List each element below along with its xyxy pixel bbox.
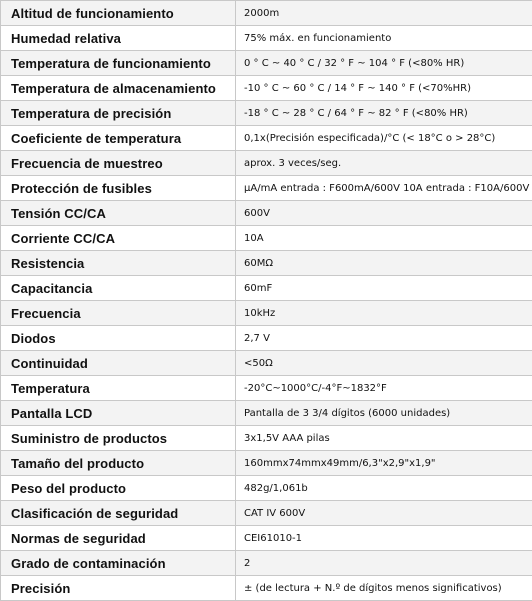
spec-row [1, 576, 532, 601]
spec-row [1, 101, 532, 126]
spec-label: Temperatura de precisión [1, 101, 236, 126]
spec-row [1, 26, 532, 51]
spec-label: Temperatura de almacenamiento [1, 76, 236, 101]
spec-label: Pantalla LCD [1, 401, 236, 426]
spec-label: Clasificación de seguridad [1, 501, 236, 526]
spec-value: 2000m [236, 1, 532, 26]
spec-value: 600V [236, 201, 532, 226]
spec-label: Diodos [1, 326, 236, 351]
spec-label: Coeficiente de temperatura [1, 126, 236, 151]
spec-value: 60mF [236, 276, 532, 301]
spec-value: 10A [236, 226, 532, 251]
spec-row [1, 151, 532, 176]
spec-value: µA/mA entrada : F600mA/600V 10A entrada : F10A/600V [236, 176, 532, 201]
spec-row [1, 76, 532, 101]
spec-value: -18 ° C ~ 28 ° C / 64 ° F ~ 82 ° F (<80% HR) [236, 101, 532, 126]
spec-value: 2 [236, 551, 532, 576]
spec-row [1, 501, 532, 526]
spec-value: aprox. 3 veces/seg. [236, 151, 532, 176]
spec-label: Normas de seguridad [1, 526, 236, 551]
spec-row [1, 376, 532, 401]
spec-label: Capacitancia [1, 276, 236, 301]
spec-row [1, 1, 532, 26]
spec-label: Corriente CC/CA [1, 226, 236, 251]
spec-label: Frecuencia de muestreo [1, 151, 236, 176]
spec-value: 482g/1,061b [236, 476, 532, 501]
spec-row [1, 476, 532, 501]
spec-label: Protección de fusibles [1, 176, 236, 201]
spec-label: Altitud de funcionamiento [1, 1, 236, 26]
spec-row [1, 126, 532, 151]
spec-label: Temperatura de funcionamiento [1, 51, 236, 76]
spec-row [1, 226, 532, 251]
spec-label: Tamaño del producto [1, 451, 236, 476]
spec-row [1, 351, 532, 376]
spec-row [1, 451, 532, 476]
spec-label: Grado de contaminación [1, 551, 236, 576]
spec-row [1, 251, 532, 276]
spec-value: 10kHz [236, 301, 532, 326]
spec-value: 2,7 V [236, 326, 532, 351]
spec-label: Continuidad [1, 351, 236, 376]
spec-row [1, 301, 532, 326]
spec-label: Humedad relativa [1, 26, 236, 51]
spec-value: 60MΩ [236, 251, 532, 276]
spec-row [1, 176, 532, 201]
spec-value: ± (de lectura + N.º de dígitos menos significativos) [236, 576, 532, 601]
spec-row [1, 201, 532, 226]
spec-row [1, 51, 532, 76]
spec-label: Precisión [1, 576, 236, 601]
spec-value: -20°C~1000°C/-4°F~1832°F [236, 376, 532, 401]
spec-label: Frecuencia [1, 301, 236, 326]
spec-row [1, 426, 532, 451]
spec-value: CEI61010-1 [236, 526, 532, 551]
spec-label: Peso del producto [1, 476, 236, 501]
spec-row [1, 326, 532, 351]
spec-value: <50Ω [236, 351, 532, 376]
spec-label: Resistencia [1, 251, 236, 276]
spec-value: 160mmx74mmx49mm/6,3"x2,9"x1,9" [236, 451, 532, 476]
spec-label: Temperatura [1, 376, 236, 401]
specifications-table-body [1, 1, 532, 601]
spec-value: -10 ° C ~ 60 ° C / 14 ° F ~ 140 ° F (<70%HR) [236, 76, 532, 101]
spec-label: Suministro de productos [1, 426, 236, 451]
spec-value: Pantalla de 3 3/4 dígitos (6000 unidades) [236, 401, 532, 426]
spec-value: 75% máx. en funcionamiento [236, 26, 532, 51]
spec-value: 0 ° C ~ 40 ° C / 32 ° F ~ 104 ° F (<80% HR) [236, 51, 532, 76]
spec-row [1, 526, 532, 551]
spec-row [1, 276, 532, 301]
spec-value: CAT IV 600V [236, 501, 532, 526]
spec-label: Tensión CC/CA [1, 201, 236, 226]
spec-value: 3x1,5V AAA pilas [236, 426, 532, 451]
spec-value: 0,1x(Precisión especificada)/°C (< 18°C o > 28°C) [236, 126, 532, 151]
spec-row [1, 401, 532, 426]
spec-row [1, 551, 532, 576]
